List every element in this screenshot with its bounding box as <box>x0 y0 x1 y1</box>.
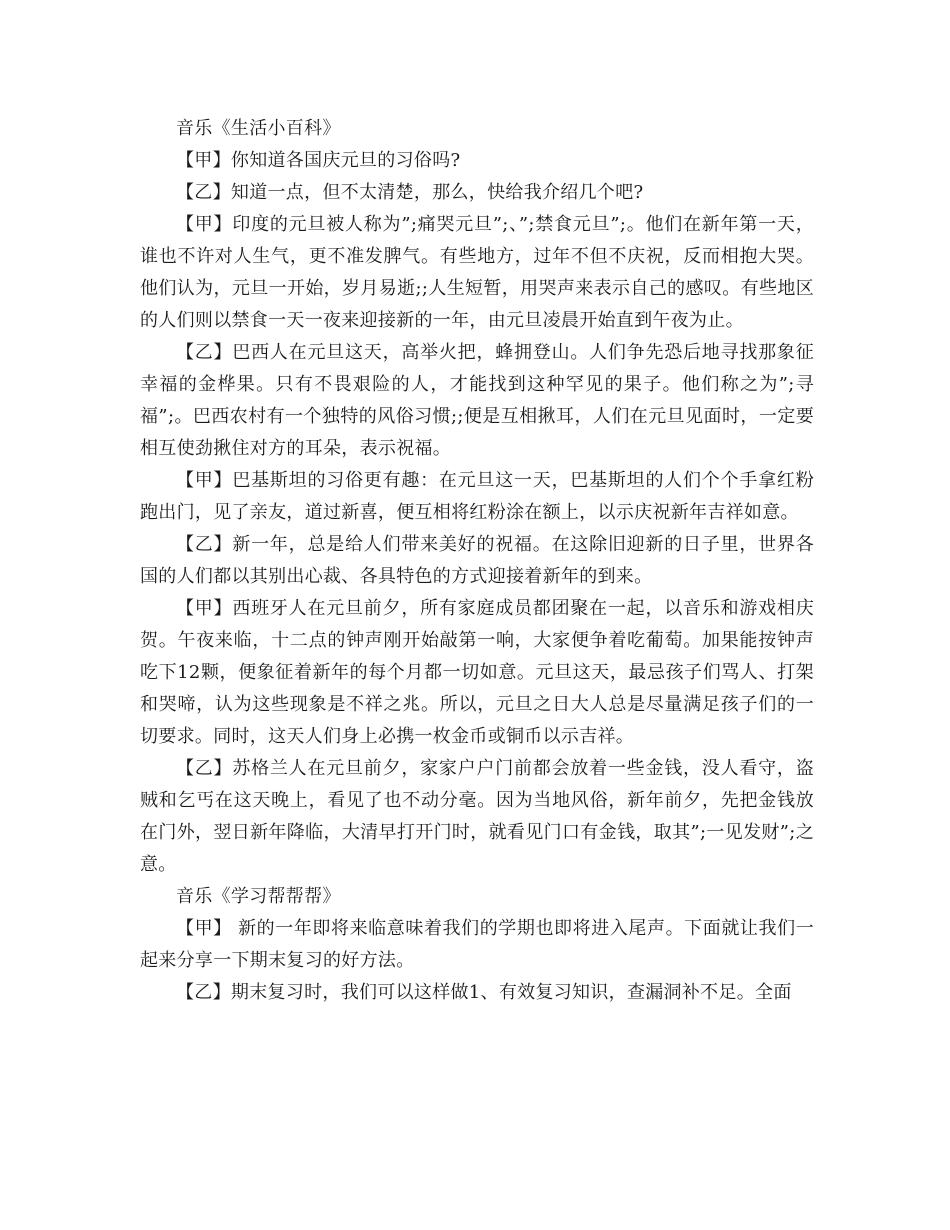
dialogue-paragraph: 【乙】知道一点，但不太清楚，那么，快给我介绍几个吧? <box>176 182 644 203</box>
dialogue-paragraph: 【甲】西班牙人在元旦前夕，所有家庭成员都团聚在一起，以音乐和游戏相庆贺。午夜来临，十二点的钟声刚开始敲第一响，大家便争着吃葡萄。加果能按钟声吃下12颗，便象征着新年的每个月都一切如意。元旦这天，最忌孩子们骂人、打架和哭啼，认为这些现象是不祥之兆。所以，元旦之日大人总是尽量满足孩子们的一切要求。同时，这天人们身上必携一枚金币或铜币以示吉祥。 <box>140 598 814 747</box>
dialogue-paragraph: 【甲】你知道各国庆元旦的习俗吗? <box>176 150 461 171</box>
dialogue-paragraph: 【甲】印度的元旦被人称为”;痛哭元旦”;、”;禁食元旦”;。他们在新年第一天，谁也不许对人生气，更不准发脾气。有些地方，过年不但不庆祝，反而相抱大哭。他们认为，元旦一开始，岁月易逝;;人生短暂，用哭声来表示自己的感叹。有些地区的人们则以禁食一天一夜来迎接新的一年，由元旦凌晨开始直到午夜为止。 <box>140 214 814 331</box>
dialogue-paragraph: 【甲】巴基斯坦的习俗更有趣：在元旦这一天，巴基斯坦的人们个个手拿红粉跑出门，见了亲友，道过新喜，便互相将红粉涂在额上，以示庆祝新年吉祥如意。 <box>140 470 814 523</box>
dialogue-paragraph: 【甲】 新的一年即将来临意味着我们的学期也即将进入尾声。下面就让我们一起来分享一下期末复习的好方法。 <box>140 918 814 971</box>
dialogue-paragraph: 【乙】期末复习时，我们可以这样做1、有效复习知识，查漏洞补不足。全面 <box>176 982 792 1003</box>
dialogue-paragraph: 【乙】巴西人在元旦这天，高举火把，蜂拥登山。人们争先恐后地寻找那象征幸福的金桦果。只有不畏艰险的人，才能找到这种罕见的果子。他们称之为”;寻福”;。巴西农村有一个独特的风俗习惯;;便是互相揪耳，人们在元旦见面时，一定要相互使劲揪住对方的耳朵，表示祝福。 <box>140 342 815 459</box>
dialogue-paragraph: 【乙】苏格兰人在元旦前夕，家家户户门前都会放着一些金钱，没人看守，盗贼和乞丐在这天晚上，看见了也不动分毫。因为当地风俗，新年前夕，先把金钱放在门外，翌日新年降临，大清早打开门时，就看见门口有金钱，取其”;一见发财”;之意。 <box>140 758 814 875</box>
dialogue-paragraph: 【乙】新一年，总是给人们带来美好的祝福。在这除旧迎新的日子里，世界各国的人们都以其别出心裁、各具特色的方式迎接着新年的到来。 <box>140 534 814 587</box>
section-title-music-study: 音乐《学习帮帮帮》 <box>176 886 341 907</box>
document-body <box>140 113 814 1009</box>
section-title-music-life: 音乐《生活小百科》 <box>176 118 341 139</box>
